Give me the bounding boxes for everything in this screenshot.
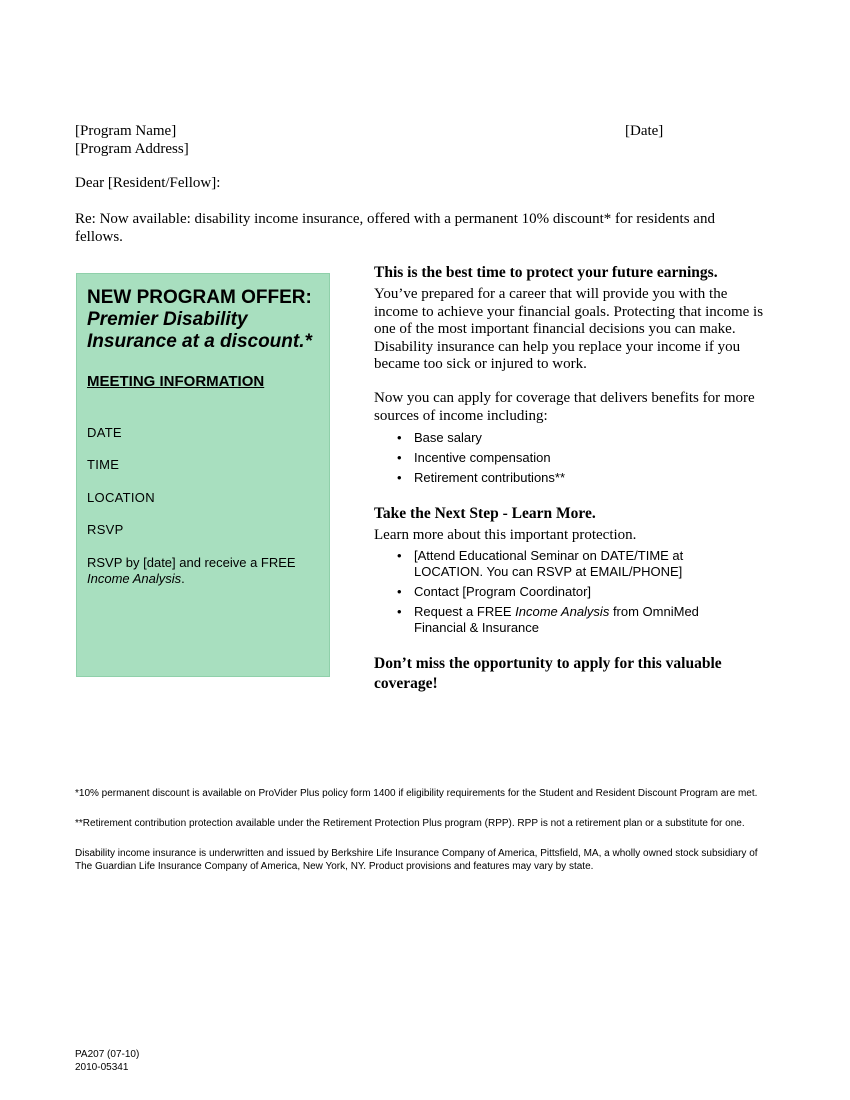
rsvp-note-italic: Income Analysis bbox=[87, 571, 182, 586]
meeting-time-label: TIME bbox=[87, 457, 120, 472]
rsvp-note-end: . bbox=[181, 571, 185, 586]
letter-date: [Date] bbox=[625, 123, 664, 139]
salutation: Dear [Resident/Fellow]: bbox=[75, 175, 221, 191]
program-name: [Program Name] bbox=[75, 123, 177, 139]
footnote-retirement: **Retirement contribution protection available under the Retirement Protection Plus program (RPP). RPP is not a retirement plan or a substitute for one. bbox=[75, 818, 745, 829]
income-source-base-salary: Base salary bbox=[414, 430, 482, 445]
meeting-date-label: DATE bbox=[87, 425, 122, 440]
offer-title: NEW PROGRAM OFFER: bbox=[87, 287, 312, 308]
form-number: 2010-05341 bbox=[75, 1062, 129, 1073]
step-contact-coordinator: Contact [Program Coordinator] bbox=[414, 584, 592, 599]
intro-paragraph: You’ve prepared for a career that will provide you with the income to achieve your financial goals. Protecting that income is one of the most important financial decisions you can make. Disability insurance can help you replace your income if you became too sick or injured to work. bbox=[374, 286, 764, 372]
step-request-italic: Income Analysis bbox=[515, 604, 610, 619]
list-item: • [Attend Educational Seminar on DATE/TIME at LOCATION. You can RSVP at EMAIL/PHONE] bbox=[397, 548, 684, 579]
learn-more-paragraph: Learn more about this important protection. bbox=[374, 527, 637, 543]
heading-protect-earnings: This is the best time to protect your future earnings. bbox=[374, 264, 718, 281]
step-attend-seminar: [Attend Educational Seminar on DATE/TIME at LOCATION. You can RSVP at EMAIL/PHONE] bbox=[414, 548, 684, 579]
step-request-end: from OmniMed Financial & Insurance bbox=[414, 604, 699, 635]
list-item: • Retirement contributions** bbox=[397, 470, 566, 485]
rsvp-note-text: RSVP by [date] and receive a FREE bbox=[87, 555, 296, 570]
step-request-analysis bbox=[414, 604, 699, 635]
offer-subtitle: Premier Disability Insurance at a discount.* bbox=[87, 309, 312, 352]
meeting-rsvp-label: RSVP bbox=[87, 522, 124, 537]
list-item: • Base salary bbox=[397, 430, 482, 445]
meeting-info-title: MEETING INFORMATION bbox=[87, 373, 265, 390]
meeting-location-label: LOCATION bbox=[87, 490, 155, 505]
offer-title-block bbox=[87, 287, 327, 353]
list-item: • Incentive compensation bbox=[397, 450, 551, 465]
footnote-underwriter: Disability income insurance is underwritten and issued by Berkshire Life Insurance Company of America, Pittsfield, MA, a wholly owned stock subsidiary of The Guardian Life Insurance Company of America, New York, NY. Product provisions and features may vary by state. bbox=[75, 848, 758, 872]
rsvp-note bbox=[87, 555, 323, 587]
step-request-text: Request a FREE bbox=[414, 604, 516, 619]
form-code: PA207 (07-10) bbox=[75, 1049, 140, 1060]
re-line: Re: Now available: disability income insurance, offered with a permanent 10% discount* for residents and fellows. bbox=[75, 211, 715, 245]
coverage-paragraph: Now you can apply for coverage that delivers benefits for more sources of income including: bbox=[374, 390, 755, 424]
heading-next-step: Take the Next Step - Learn More. bbox=[374, 505, 596, 522]
list-item: • Request a FREE Income Analysis from OmniMed Financial & Insurance bbox=[397, 604, 699, 635]
offer-sidebar bbox=[76, 273, 330, 677]
next-steps-list bbox=[392, 548, 732, 636]
income-sources-list bbox=[392, 430, 772, 486]
closing-callout: Don’t miss the opportunity to apply for this valuable coverage! bbox=[374, 655, 722, 692]
income-source-retirement: Retirement contributions** bbox=[414, 470, 566, 485]
list-item: • Contact [Program Coordinator] bbox=[397, 584, 592, 599]
program-address: [Program Address] bbox=[75, 141, 189, 157]
footnote-discount: *10% permanent discount is available on ProVider Plus policy form 1400 if eligibility requirements for the Student and Resident Discount Program are met. bbox=[75, 788, 758, 799]
income-source-incentive: Incentive compensation bbox=[414, 450, 551, 465]
